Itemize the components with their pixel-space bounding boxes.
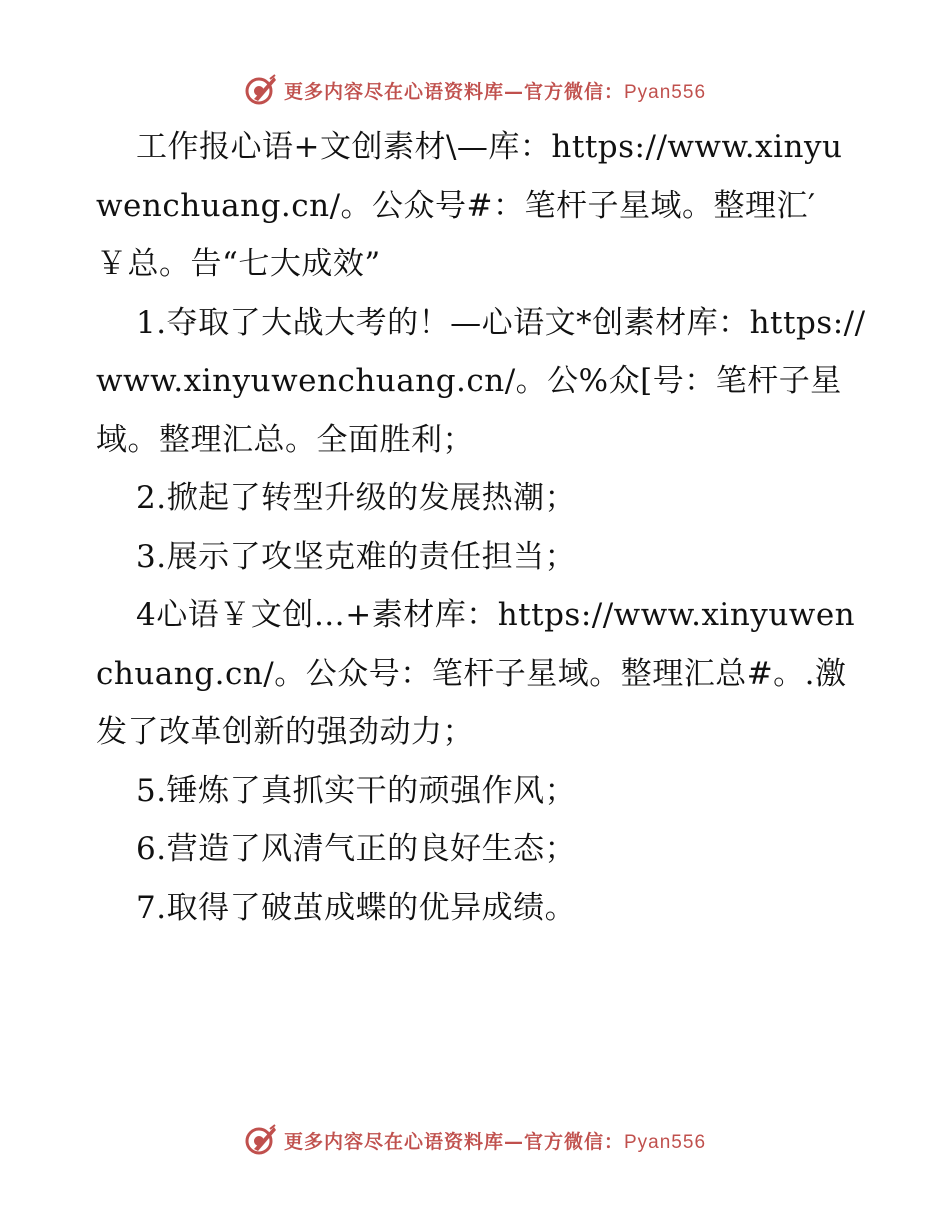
paragraph-item-7: 7.取得了破茧成蝶的优异成绩。 xyxy=(136,889,577,926)
paragraph-item-5: 5.锤炼了真抓实干的顽强作风； xyxy=(136,772,577,809)
paragraph-item-6: 6.营造了风清气正的良好生态； xyxy=(136,831,577,867)
footer-watermark xyxy=(0,1120,950,1160)
watermark-text xyxy=(284,1127,706,1154)
watermark-text-cn: 更多内容尽在心语资料库—官方微信： xyxy=(283,80,624,103)
paragraph-item-2: 2.掀起了转型升级的发展热潮； xyxy=(136,480,577,516)
watermark-text-id: Pyan556 xyxy=(624,1131,707,1153)
paragraph-item-4: 4心语￥文创…+素材库：https://www.xinyuwenchuang.cn/。公众号：笔杆子星域。整理汇总#。.激发了改革创新的强劲动力； xyxy=(96,597,856,750)
paragraph-item-3: 3.展示了攻坚克难的责任担当； xyxy=(136,538,577,575)
header-watermark xyxy=(0,70,950,110)
quill-logo-icon xyxy=(244,1123,278,1157)
watermark-text-id: Pyan556 xyxy=(624,81,707,103)
watermark-text-cn: 更多内容尽在心语资料库—官方微信： xyxy=(283,1130,624,1153)
watermark-text xyxy=(284,77,706,104)
paragraph-intro: 工作报心语+文创素材\—库：https://www.xinyuwenchuang.cn/。公众号#：笔杆子星域。整理汇′￥总。告“七大成效” xyxy=(96,129,843,282)
quill-logo-icon xyxy=(244,73,278,107)
paragraph-item-1: 1.夺取了大战大考的！—心语文*创素材库：https://www.xinyuwenchuang.cn/。公%众[号：笔杆子星域。整理汇总。全面胜利； xyxy=(96,304,866,458)
document-body xyxy=(96,118,866,937)
